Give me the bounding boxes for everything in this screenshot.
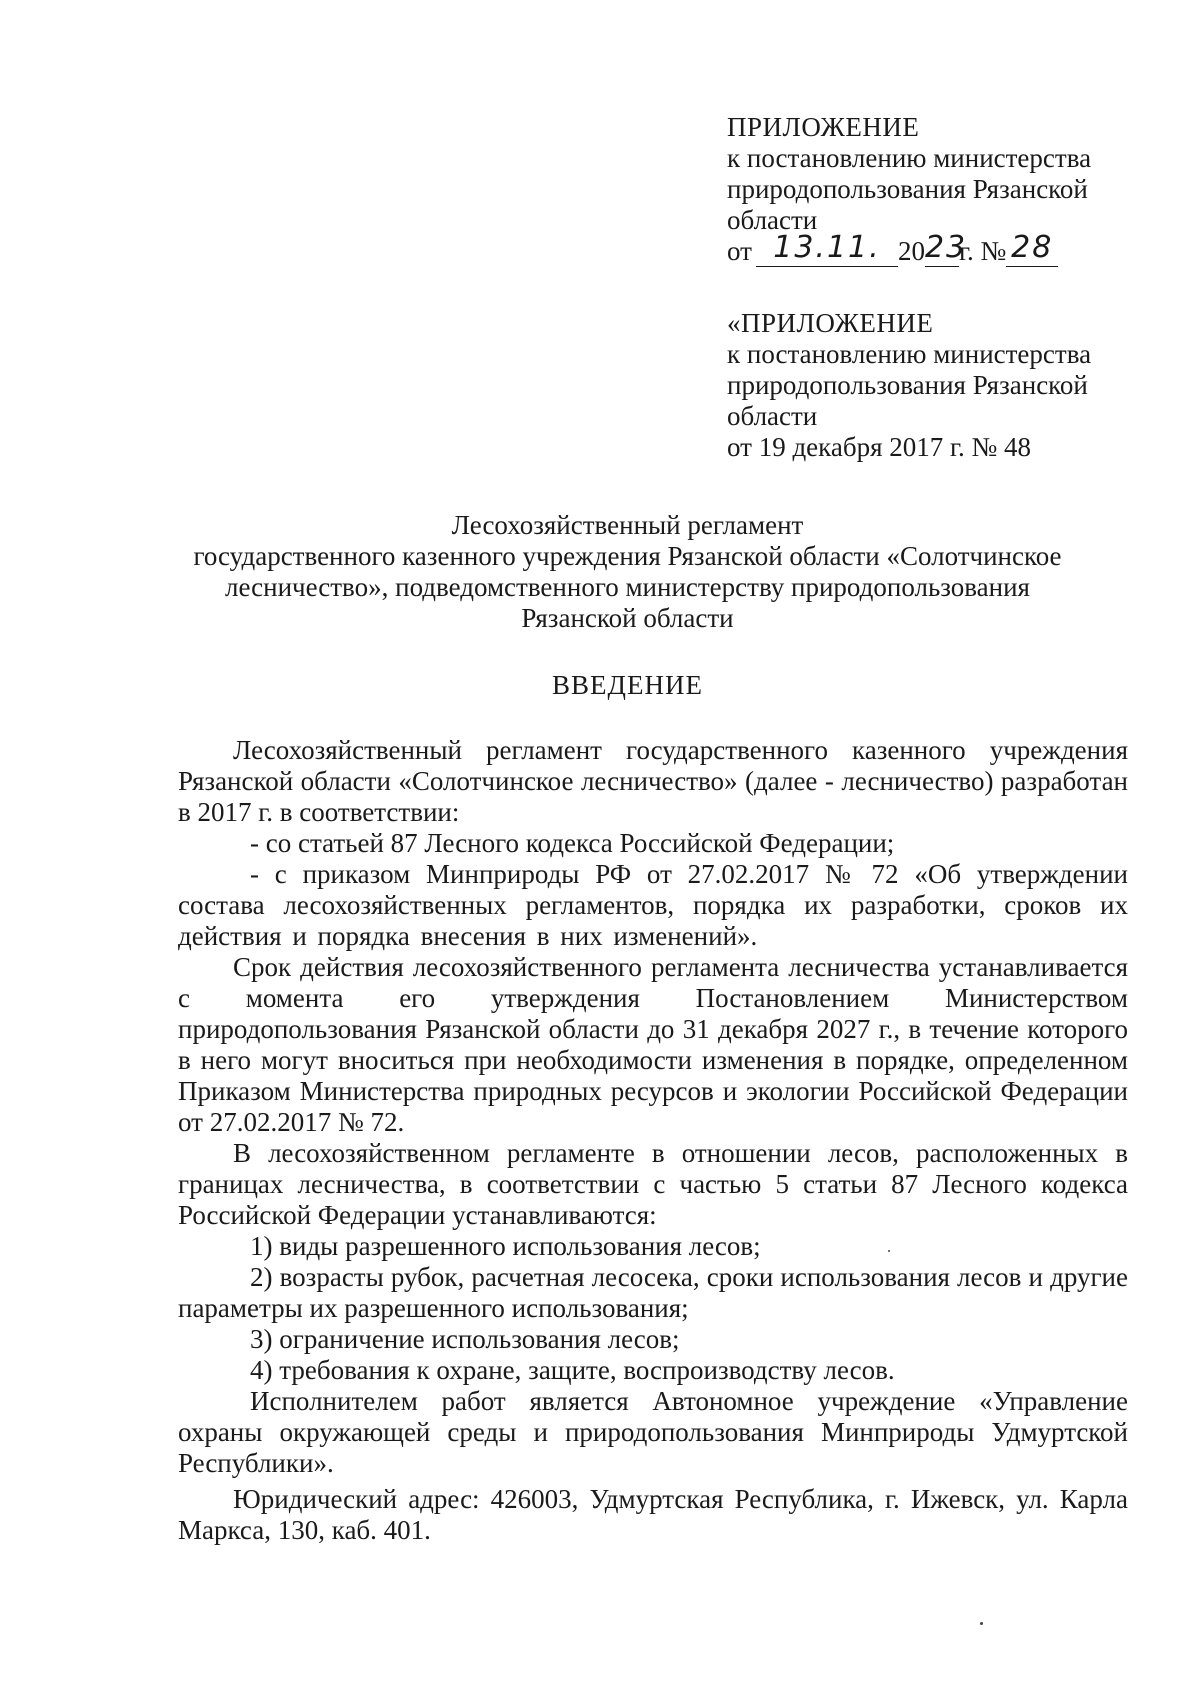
appendix-line: природопользования Рязанской	[727, 370, 1088, 400]
list-item: 3) ограничение использования лесов;	[250, 1324, 680, 1354]
appendix-line: области	[727, 205, 818, 235]
paragraph: Срок действия лесохозяйственного регламента лесничества устанавливается с момента его утверждения Постановлением Министерством природопользования Рязанской области до 31 декабря 2027 г., в течение которого в него могут вноситься при необходимости изменения в порядке, определенном Приказом Министерства природных ресурсов и экологии Российской Федерации от 27.02.2017 № 72.	[178, 952, 1128, 1137]
appendix-title: «ПРИЛОЖЕНИЕ	[727, 308, 934, 338]
section-heading: ВВЕДЕНИЕ	[552, 670, 703, 700]
handwritten-number-field	[1006, 230, 1058, 267]
appendix-header-current	[727, 112, 1147, 267]
handwritten-year: 23	[924, 230, 968, 265]
date-prefix: от	[727, 236, 752, 266]
handwritten-number: 28	[1011, 230, 1054, 265]
document-title-line: Лесохозяйственный регламент	[451, 510, 804, 540]
appendix-line: природопользования Рязанской	[727, 174, 1088, 204]
list-item: - с приказом Минприроды РФ от 27.02.2017 № 72 «Об утверждении состава лесохозяйственных регламентов, порядка их разработки, сроков их действия и порядка внесения в них изменений».	[178, 859, 1128, 951]
list-item: 1) виды разрешенного использования лесов;	[250, 1231, 761, 1261]
paragraph: Юридический адрес: 426003, Удмуртская Республика, г. Ижевск, ул. Карла Маркса, 130, каб. 401.	[178, 1484, 1128, 1545]
document-title-line: Рязанской области	[521, 603, 734, 633]
appendix-header-previous	[727, 308, 1147, 463]
appendix-title: ПРИЛОЖЕНИЕ	[727, 112, 920, 142]
document-title-line: лесничество», подведомственного министерству природопользования	[225, 572, 1030, 602]
paragraph: Исполнителем работ является Автономное учреждение «Управление охраны окружающей среды и природопользования Минприроды Удмуртской Республики».	[178, 1386, 1128, 1478]
year-prefix: 20	[897, 236, 925, 266]
paragraph: Лесохозяйственный регламент государственного казенного учреждения Рязанской области «Солотчинское лесничество» (далее - лесничество) разработан в 2017 г. в соответствии:	[178, 735, 1128, 827]
document-title-line: государственного казенного учреждения Рязанской области «Солотчинское	[193, 541, 1062, 571]
appendix-line: к постановлению министерства	[727, 143, 1092, 173]
handwritten-year-field	[924, 230, 968, 267]
year-suffix: г. №	[958, 236, 1007, 266]
document-body	[178, 735, 1128, 1546]
document-title	[150, 510, 1105, 634]
list-item: 2) возрасты рубок, расчетная лесосека, сроки использования лесов и другие параметры их разрешенного использования;	[178, 1262, 1128, 1323]
list-item: - со статьей 87 Лесного кодекса Российской Федерации;	[250, 828, 895, 858]
appendix-date-line	[727, 230, 1147, 267]
handwritten-date: 13.11.	[773, 230, 881, 265]
paragraph: В лесохозяйственном регламенте в отношении лесов, расположенных в границах лесничества, в соответствии с частью 5 статьи 87 Лесного кодекса Российской Федерации устанавливаются:	[178, 1138, 1128, 1230]
handwritten-date-field	[756, 230, 898, 267]
appendix-line: области	[727, 401, 818, 431]
list-item: 4) требования к охране, защите, воспроизводству лесов.	[250, 1355, 895, 1385]
appendix-line: к постановлению министерства	[727, 339, 1092, 369]
scan-speck	[888, 1250, 890, 1252]
appendix-line: от 19 декабря 2017 г. № 48	[727, 432, 1032, 462]
scan-speck	[980, 1622, 983, 1625]
